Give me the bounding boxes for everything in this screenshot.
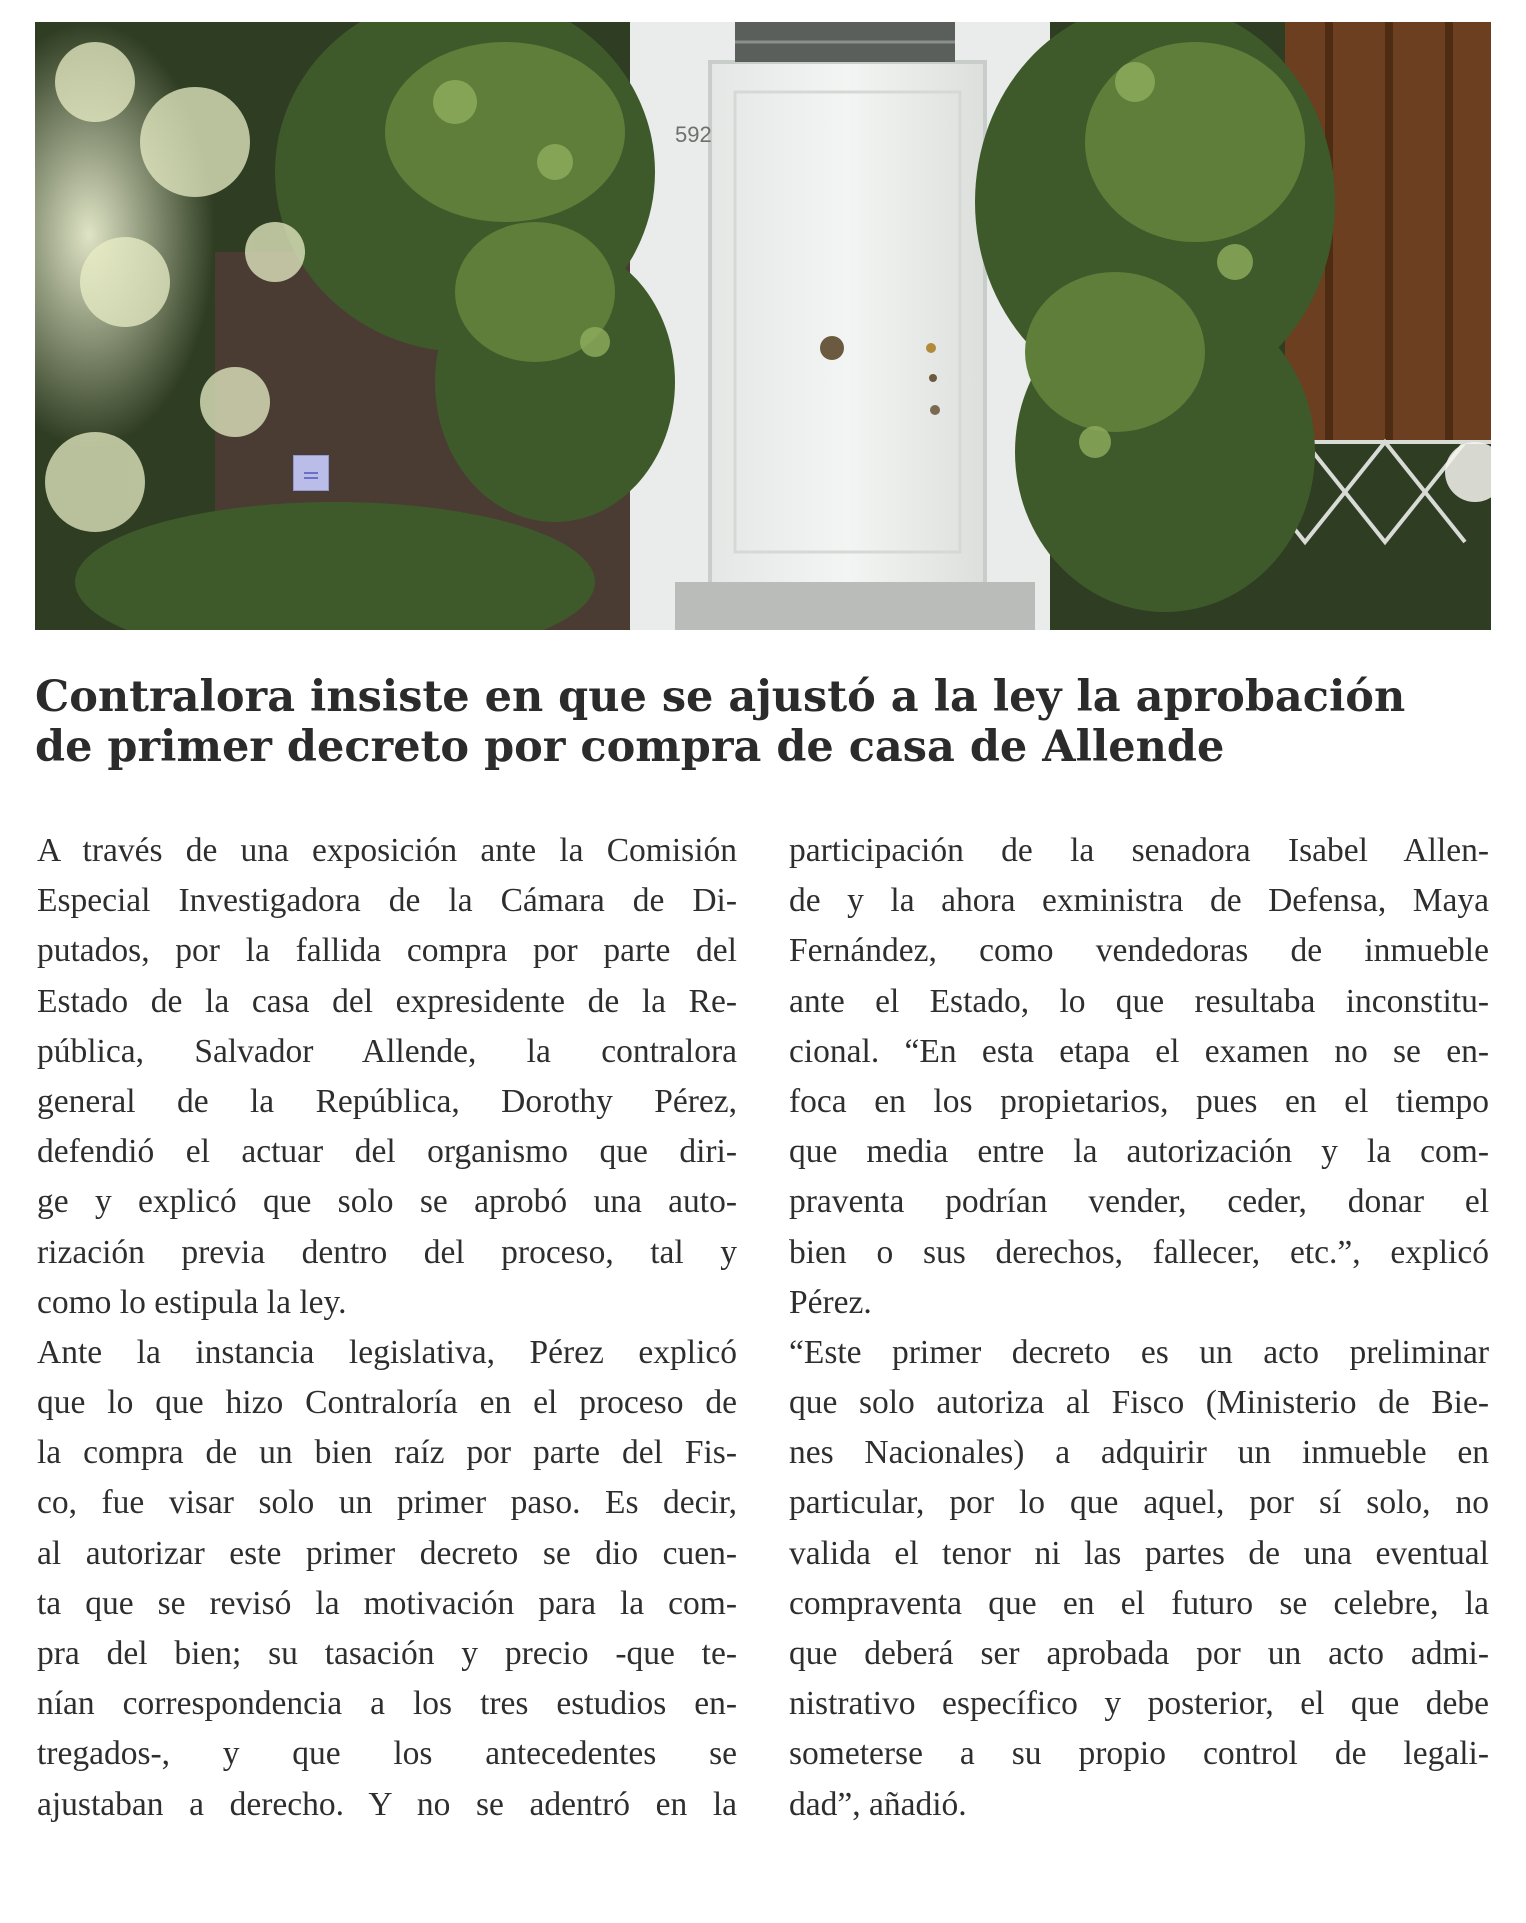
article-line: A través de una exposición ante la Comisión (37, 832, 737, 869)
article-line: al autorizar este primer decreto se dio cuen- (37, 1534, 737, 1572)
article-line: que deberá ser aprobada por un acto admi- (789, 1635, 1489, 1672)
article-line: nían correspondencia a los tres estudios en- (37, 1685, 737, 1723)
article-line: que lo que hizo Contraloría en el proceso de (37, 1384, 737, 1422)
article-line: valida el tenor ni las partes de una eventual (789, 1534, 1489, 1572)
article-line: Pérez. (789, 1283, 872, 1321)
article-line: Fernández, como vendedoras de inmueble (789, 932, 1489, 970)
house-door-photo (35, 22, 1491, 630)
article-line: co, fue visar solo un primer paso. Es decir, (37, 1484, 737, 1522)
article-line: Ante la instancia legislativa, Pérez explicó (37, 1333, 737, 1371)
article-line: rización previa dentro del proceso, tal y (37, 1233, 737, 1271)
article-line: defendió el actuar del organismo que diri- (37, 1133, 737, 1171)
article-line: de y la ahora exministra de Defensa, Maya (789, 882, 1489, 920)
article-line: praventa podrían vender, ceder, donar el (789, 1183, 1489, 1221)
article-line: pra del bien; su tasación y precio -que te- (37, 1635, 737, 1672)
article-line: ge y explicó que solo se aprobó una auto- (37, 1183, 737, 1221)
headline-line-1: Contralora insiste en que se ajustó a la ley la aprobación (35, 672, 1406, 722)
article-line: participación de la senadora Isabel Allen- (789, 832, 1489, 869)
article-line: “Este primer decreto es un acto preliminar (789, 1333, 1489, 1371)
article-line: que solo autoriza al Fisco (Ministerio de Bie- (789, 1384, 1489, 1422)
article-line: ta que se revisó la motivación para la com- (37, 1584, 737, 1622)
article-headline (35, 672, 1435, 772)
article-line: general de la República, Dorothy Pérez, (37, 1082, 737, 1120)
article-line: como lo estipula la ley. (37, 1283, 347, 1321)
article-line: compraventa que en el futuro se celebre, la (789, 1584, 1489, 1622)
article-line: tregados-, y que los antecedentes se (37, 1735, 737, 1773)
article-line: Estado de la casa del expresidente de la Re- (37, 982, 737, 1020)
article-line: ante el Estado, lo que resultaba inconstitu- (789, 982, 1489, 1020)
article-line: que media entre la autorización y la com- (789, 1133, 1489, 1171)
article-line: nistrativo específico y posterior, el que debe (789, 1685, 1489, 1723)
article-line: pública, Salvador Allende, la contralora (37, 1032, 737, 1070)
article-line: Especial Investigadora de la Cámara de Di- (37, 882, 737, 920)
article-line: particular, por lo que aquel, por sí solo, no (789, 1484, 1489, 1522)
article-line: dad”, añadió. (789, 1785, 967, 1823)
article-line: bien o sus derechos, fallecer, etc.”, explicó (789, 1233, 1489, 1271)
article-line: la compra de un bien raíz por parte del Fis- (37, 1434, 737, 1472)
svg-text:592: 592 (675, 122, 712, 147)
article-line: ajustaban a derecho. Y no se adentró en la (37, 1785, 737, 1823)
article-column-right (789, 826, 1489, 1830)
headline-line-2: de primer decreto por compra de casa de Allende (35, 722, 1225, 772)
article-line: cional. “En esta etapa el examen no se en- (789, 1032, 1489, 1070)
article-line: someterse a su propio control de legali- (789, 1735, 1489, 1773)
article-line: foca en los propietarios, pues en el tiempo (789, 1082, 1489, 1120)
article-line: nes Nacionales) a adquirir un inmueble en (789, 1434, 1489, 1472)
article-column-left (37, 826, 737, 1830)
article-photo (35, 22, 1491, 630)
article-line: putados, por la fallida compra por parte del (37, 932, 737, 970)
note-icon[interactable] (293, 455, 329, 491)
